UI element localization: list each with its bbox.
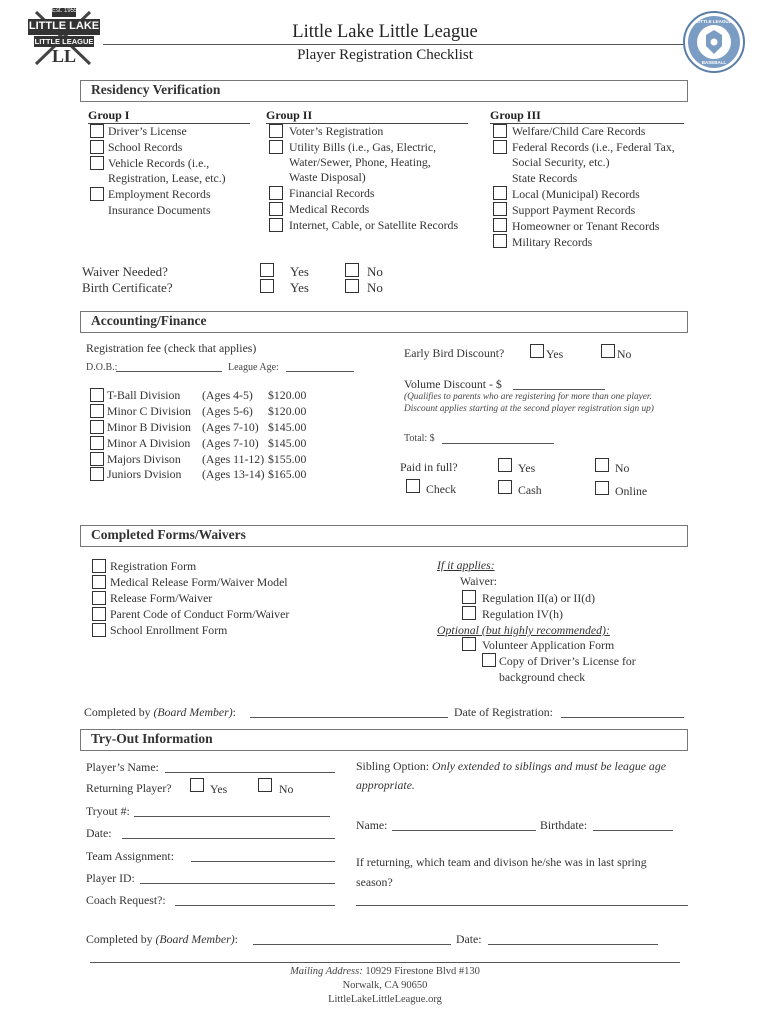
- mailing-label: Mailing Address:: [290, 966, 363, 977]
- item-support-payment: Support Payment Records: [512, 203, 636, 217]
- checkbox-juniors[interactable]: [90, 467, 104, 481]
- tryout-number-label: Tryout #:: [86, 804, 130, 818]
- sibling-option-label: [356, 759, 666, 774]
- league-age-field[interactable]: [286, 371, 354, 372]
- pay-cash-label: Cash: [518, 483, 542, 497]
- website: LittleLakeLittleLeague.org: [328, 994, 442, 1005]
- if-applies-label: If it applies:: [437, 558, 495, 572]
- sibling-option-text: Sibling Option:: [356, 759, 430, 773]
- item-utility-bills: Utility Bills (i.e., Gas, Electric,: [289, 140, 437, 154]
- item-drivers-license: Driver’s License: [108, 124, 187, 138]
- waiver-label: Waiver:: [460, 574, 498, 588]
- page-subtitle: Player Registration Checklist: [297, 47, 473, 63]
- item-local-records: Local (Municipal) Records: [512, 187, 640, 201]
- section-heading: Try-Out Information: [91, 731, 213, 746]
- checkbox-minor-a[interactable]: [90, 436, 104, 450]
- division-ages: (Ages 7-10): [202, 420, 259, 434]
- sibling-name-label: Name:: [356, 818, 388, 832]
- dob-label: D.O.B.:: [86, 362, 118, 373]
- item-school-records: School Records: [108, 140, 183, 154]
- paid-in-full-label: Paid in full?: [400, 460, 458, 474]
- logo-left: [26, 6, 102, 66]
- returning-yes-checkbox[interactable]: [190, 778, 204, 792]
- item-welfare-records: Welfare/Child Care Records: [512, 124, 646, 138]
- paid-no-checkbox[interactable]: [595, 458, 609, 472]
- item-federal-records-cont: Social Security, etc.): [512, 155, 610, 169]
- checkbox-parent-code[interactable]: [92, 607, 106, 621]
- logo-est: Est. 1955: [52, 8, 78, 14]
- item-federal-records: Federal Records (i.e., Federal Tax,: [512, 140, 675, 154]
- item-state-records: State Records: [512, 171, 578, 185]
- checkbox-copy-license[interactable]: [482, 653, 496, 667]
- birth-no-label: No: [367, 280, 383, 295]
- checkbox-medical-records[interactable]: [269, 202, 283, 216]
- checkbox-reg-4h[interactable]: [462, 606, 476, 620]
- seal-bottom-text: BASEBALL: [701, 60, 727, 65]
- footer-rule: [90, 962, 680, 963]
- page-title: Little Lake Little League: [292, 22, 478, 42]
- dob-field[interactable]: [116, 371, 222, 372]
- sibling-note: Only extended to siblings and must be league age: [432, 759, 666, 773]
- pay-online-checkbox[interactable]: [595, 481, 609, 495]
- coach-request-label: Coach Request?:: [86, 893, 166, 907]
- pay-cash-checkbox[interactable]: [498, 480, 512, 494]
- date-of-registration-label: Date of Registration:: [454, 705, 553, 719]
- volume-discount-field[interactable]: [513, 389, 605, 390]
- checkbox-voters-registration[interactable]: [269, 124, 283, 138]
- team-assignment-label: Team Assignment:: [86, 849, 174, 863]
- returning-team-field[interactable]: [356, 905, 688, 906]
- logo-line2: LITTLE LEAGUE: [34, 37, 94, 46]
- division-name: Minor C Division: [107, 404, 191, 418]
- form-release: Release Form/Waiver: [110, 591, 213, 605]
- checkbox-internet-records[interactable]: [269, 218, 283, 232]
- volunteer-label: Volunteer Application Form: [482, 638, 615, 652]
- division-name: Minor B Division: [107, 420, 191, 434]
- returning-player-label: Returning Player?: [86, 781, 172, 795]
- waiver-needed-label: Waiver Needed?: [82, 264, 168, 279]
- svg-text:LL: LL: [51, 46, 77, 66]
- checkbox-drivers-license[interactable]: [90, 124, 104, 138]
- forms-completed-by-field[interactable]: [250, 717, 448, 718]
- division-ages: (Ages 13-14): [202, 467, 265, 481]
- early-bird-no-checkbox[interactable]: [601, 344, 615, 358]
- checkbox-tball[interactable]: [90, 388, 104, 402]
- item-insurance-documents: Insurance Documents: [108, 203, 211, 217]
- early-bird-label: Early Bird Discount?: [404, 346, 505, 360]
- item-voters-registration: Voter’s Registration: [289, 124, 384, 138]
- checkbox-volunteer[interactable]: [462, 637, 476, 651]
- sibling-birthdate-field[interactable]: [593, 830, 673, 831]
- section-heading: Accounting/Finance: [91, 313, 207, 328]
- registration-fee-label: Registration fee (check that applies): [86, 341, 257, 355]
- item-financial-records: Financial Records: [289, 186, 375, 200]
- checkbox-release-form[interactable]: [92, 591, 106, 605]
- logo-right: [682, 10, 746, 74]
- returning-team-question: If returning, which team and divison he/she was in last spring: [356, 855, 647, 869]
- group-3-label: Group III: [490, 108, 684, 124]
- sibling-note-cont: appropriate.: [356, 778, 415, 792]
- waiver-yes-checkbox[interactable]: [260, 263, 274, 277]
- completed-by-text: Completed by: [86, 932, 153, 946]
- copy-license-label-cont: background check: [499, 670, 586, 684]
- division-name: Majors Divison: [107, 452, 181, 466]
- sibling-name-field[interactable]: [392, 830, 536, 831]
- checkbox-school-enrollment[interactable]: [92, 623, 106, 637]
- seal-top-text: LITTLE LEAGUE: [696, 19, 732, 24]
- tryout-number-field[interactable]: [134, 816, 330, 817]
- returning-no-checkbox[interactable]: [258, 778, 272, 792]
- completed-by-text: Completed by: [84, 705, 151, 719]
- item-medical-records: Medical Records: [289, 202, 370, 216]
- item-utility-bills-cont1: Water/Sewer, Phone, Heating,: [289, 155, 431, 169]
- sibling-birthdate-label: Birthdate:: [540, 818, 588, 832]
- division-price: $145.00: [268, 420, 307, 434]
- group-2-label: Group II: [266, 108, 468, 124]
- tryout-date-field[interactable]: [122, 838, 335, 839]
- date-of-registration-field[interactable]: [561, 717, 684, 718]
- player-id-field[interactable]: [140, 883, 335, 884]
- waiver-no-label: No: [367, 264, 383, 279]
- checkbox-vehicle-records[interactable]: [90, 156, 104, 170]
- birth-yes-checkbox[interactable]: [260, 279, 274, 293]
- tryout-date-label: Date:: [86, 826, 112, 840]
- paid-yes-checkbox[interactable]: [498, 458, 512, 472]
- checkbox-minor-c[interactable]: [90, 404, 104, 418]
- checkbox-federal-records[interactable]: [493, 140, 507, 154]
- checkbox-local-records[interactable]: [493, 186, 507, 200]
- paid-no-label: No: [615, 461, 630, 475]
- checkbox-employment-records[interactable]: [90, 187, 104, 201]
- birth-no-checkbox[interactable]: [345, 279, 359, 293]
- board-member-text: (Board Member): [155, 932, 235, 946]
- section-accounting: [80, 311, 688, 333]
- checkbox-support-payment[interactable]: [493, 202, 507, 216]
- checkbox-medical-release[interactable]: [92, 575, 106, 589]
- waiver-yes-label: Yes: [290, 264, 309, 279]
- form-school-enrollment: School Enrollment Form: [110, 623, 228, 637]
- division-price: $120.00: [268, 404, 307, 418]
- birth-certificate-label: Birth Certificate?: [82, 280, 173, 295]
- division-name: T-Ball Division: [107, 388, 181, 402]
- early-bird-no-label: No: [617, 347, 632, 361]
- returning-no-label: No: [279, 782, 294, 796]
- form-medical-release: Medical Release Form/Waiver Model: [110, 575, 288, 589]
- coach-request-field[interactable]: [175, 905, 335, 906]
- division-ages: (Ages 4-5): [202, 388, 253, 402]
- division-name: Juniors Dvision: [107, 467, 182, 481]
- checkbox-registration-form[interactable]: [92, 559, 106, 573]
- forms-completed-by: Completed by (Board Member):: [84, 705, 236, 719]
- checkbox-utility-bills[interactable]: [269, 140, 283, 154]
- paid-yes-label: Yes: [518, 461, 536, 475]
- section-tryout: [80, 729, 688, 751]
- group-1-label: Group I: [88, 108, 250, 124]
- tryout-completed-date-field[interactable]: [488, 944, 658, 945]
- division-price: $155.00: [268, 452, 307, 466]
- early-bird-yes-checkbox[interactable]: [530, 344, 544, 358]
- players-name-field[interactable]: [165, 772, 335, 773]
- player-id-label: Player ID:: [86, 871, 135, 885]
- mailing-address: [200, 966, 570, 977]
- reg-2a-label: Regulation II(a) or II(d): [482, 591, 596, 605]
- checkbox-military-records[interactable]: [493, 234, 507, 248]
- logo-line1: LITTLE LAKE: [28, 20, 100, 32]
- section-forms: [80, 525, 688, 547]
- form-parent-code: Parent Code of Conduct Form/Waiver: [110, 607, 290, 621]
- item-employment-records: Employment Records: [108, 187, 211, 201]
- header-rule: [103, 44, 685, 45]
- address-line-2: Norwalk, CA 90650: [342, 980, 428, 991]
- division-price: $120.00: [268, 388, 307, 402]
- volume-note-1: (Qualifies to parents who are registering for more than one player.: [404, 392, 652, 402]
- section-heading: Residency Verification: [91, 82, 221, 97]
- tryout-completed-by-field[interactable]: [253, 944, 451, 945]
- birth-yes-label: Yes: [290, 280, 309, 295]
- checkbox-minor-b[interactable]: [90, 420, 104, 434]
- tryout-completed-by: Completed by (Board Member):: [86, 932, 238, 946]
- returning-yes-label: Yes: [210, 782, 228, 796]
- total-field[interactable]: [442, 443, 554, 444]
- volume-note-2: Discount applies starting at the second player registration sign up): [404, 404, 654, 414]
- optional-label: Optional (but highly recommended):: [437, 623, 610, 637]
- board-member-text: (Board Member): [153, 705, 233, 719]
- division-ages: (Ages 7-10): [202, 436, 259, 450]
- division-ages: (Ages 5-6): [202, 404, 253, 418]
- waiver-no-checkbox[interactable]: [345, 263, 359, 277]
- volume-discount-label: Volume Discount - $: [404, 377, 502, 391]
- item-homeowner-records: Homeowner or Tenant Records: [512, 219, 660, 233]
- address-line-1: 10929 Firestone Blvd #130: [365, 966, 480, 977]
- returning-team-question-cont: season?: [356, 875, 393, 889]
- team-assignment-field[interactable]: [191, 861, 335, 862]
- reg-4h-label: Regulation IV(h): [482, 607, 563, 621]
- tryout-completed-date-label: Date:: [456, 932, 482, 946]
- pay-check-checkbox[interactable]: [406, 479, 420, 493]
- division-price: $145.00: [268, 436, 307, 450]
- form-registration: Registration Form: [110, 559, 197, 573]
- early-bird-yes-label: Yes: [546, 347, 564, 361]
- pay-check-label: Check: [426, 482, 457, 496]
- players-name-label: Player’s Name:: [86, 760, 159, 774]
- division-ages: (Ages 11-12): [202, 452, 265, 466]
- checkbox-majors[interactable]: [90, 452, 104, 466]
- item-utility-bills-cont2: Waste Disposal): [289, 170, 366, 184]
- section-heading: Completed Forms/Waivers: [91, 527, 246, 542]
- checkbox-homeowner-records[interactable]: [493, 218, 507, 232]
- item-vehicle-records-cont: Registration, Lease, etc.): [108, 171, 226, 185]
- checkbox-financial-records[interactable]: [269, 186, 283, 200]
- league-age-label: League Age:: [228, 362, 279, 373]
- section-residency: [80, 80, 688, 102]
- checkbox-reg-2a[interactable]: [462, 590, 476, 604]
- pay-online-label: Online: [615, 484, 648, 498]
- total-label: Total: $: [404, 433, 435, 444]
- division-price: $165.00: [268, 467, 307, 481]
- item-military-records: Military Records: [512, 235, 593, 249]
- checkbox-school-records[interactable]: [90, 140, 104, 154]
- division-name: Minor A Division: [107, 436, 191, 450]
- item-internet-records: Internet, Cable, or Satellite Records: [289, 218, 459, 232]
- checkbox-welfare-records[interactable]: [493, 124, 507, 138]
- item-vehicle-records: Vehicle Records (i.e.,: [108, 156, 210, 170]
- copy-license-label: Copy of Driver’s License for: [499, 654, 636, 668]
